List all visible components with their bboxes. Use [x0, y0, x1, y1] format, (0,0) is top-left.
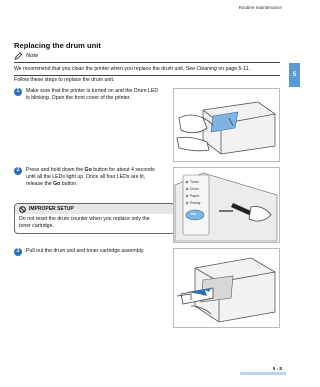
- toner-led-label: Toner: [190, 180, 199, 184]
- step-3: [14, 248, 144, 256]
- step-2-text-b: button for about 4 seconds: [91, 167, 155, 173]
- step-2-line-2: until all the LEDs light up. Once all four LEDs are lit,: [26, 174, 146, 181]
- intro-text: Follow these steps to replace the drum unit.: [14, 77, 115, 83]
- improper-setup-warning: [14, 203, 176, 234]
- step-2-text-c: release the: [26, 181, 54, 188]
- step-2-line-3: [26, 181, 155, 188]
- ready-led-label: Ready: [190, 201, 201, 205]
- warning-title: IMPROPER SETUP: [29, 206, 74, 212]
- step-2-text-a: Press and hold down the: [26, 167, 85, 173]
- page-number: 5 - 8: [272, 366, 282, 371]
- note-divider-bottom: [14, 75, 280, 76]
- warning-line-1: Do not reset the drum counter when you replace only the: [19, 216, 150, 222]
- step-1-line-1: Make sure that the printer is turned on and the Drum LED: [26, 88, 159, 94]
- note-text: [14, 66, 280, 72]
- section-title: Replacing the drum unit: [14, 41, 101, 50]
- step-2: [14, 167, 155, 188]
- running-header: Routine maintenance: [238, 5, 282, 10]
- panel-labels: [190, 179, 200, 207]
- step-1: [14, 88, 158, 102]
- note-text-before: We recommend that you clean the printer when you replace the drum unit. See: [14, 66, 197, 72]
- go-button[interactable]: Go: [191, 212, 197, 216]
- note-divider-top: [14, 62, 280, 63]
- note-block: [14, 52, 280, 76]
- illustration-control-panel: [173, 167, 280, 243]
- note-header: [14, 52, 280, 60]
- step-2-go-label: Go: [84, 167, 92, 173]
- step-2-text-d: button.: [60, 181, 78, 188]
- note-pencil-icon: [14, 52, 23, 60]
- drum-led-label: Drum: [190, 187, 199, 191]
- prohibited-icon: [19, 206, 26, 213]
- note-text-after: on page 5-11.: [216, 66, 250, 72]
- note-label: Note: [26, 53, 39, 59]
- step-2-line-1: [26, 167, 155, 174]
- step-text: [26, 167, 155, 188]
- warning-header: [15, 204, 175, 214]
- illustration-pull-out-drum: [173, 248, 280, 328]
- step-2-go-label-2: Go: [53, 181, 61, 188]
- step-number: 2: [14, 167, 22, 175]
- step-text: [26, 88, 158, 102]
- printer-pull-drum-image: [173, 248, 280, 328]
- footer-bar: [240, 372, 286, 375]
- warning-line-2: toner cartridge.: [19, 223, 54, 230]
- step-text: Pull out the drum unit and toner cartridge assembly.: [26, 248, 145, 254]
- illustration-open-front-cover: [173, 88, 280, 162]
- paper-led-label: Paper: [190, 194, 200, 198]
- printer-open-cover-image: [173, 88, 280, 162]
- step-number: 3: [14, 248, 22, 256]
- step-number: 1: [14, 88, 22, 96]
- step-1-line-2: is blinking. Open the front cover of the printer.: [26, 95, 131, 102]
- chapter-tab: 5: [289, 63, 300, 87]
- note-cleaning-link[interactable]: Cleaning: [196, 66, 217, 72]
- warning-body: [15, 214, 175, 233]
